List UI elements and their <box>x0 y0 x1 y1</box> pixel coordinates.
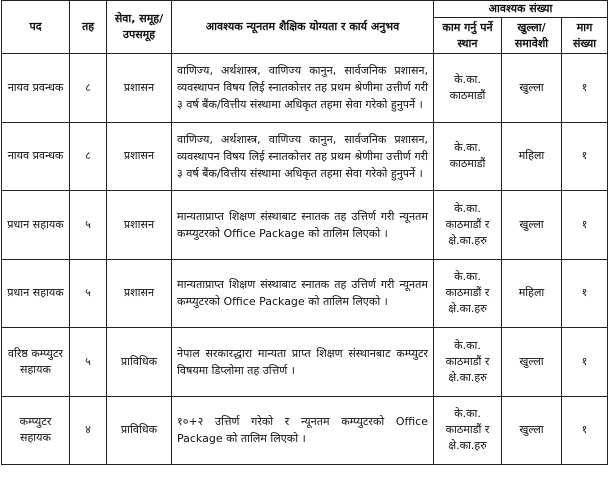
table-row <box>2 191 608 260</box>
header-demand-count: माग संख्या <box>562 18 608 54</box>
service-cell: प्रशासन <box>107 54 172 123</box>
type-cell: खुल्ला <box>502 328 562 397</box>
service-cell: प्रशासन <box>107 259 172 328</box>
qualification-cell: मान्यताप्राप्त शिक्षण संस्थाबाट स्नातक तह उत्तिर्ण गरी न्यूनतम कम्प्युटरको Office Package को तालिम लिएको । <box>172 259 434 328</box>
level-cell: ५ <box>70 328 107 397</box>
workplace-cell: के.का. काठमाडौं र क्षे.का.हरु <box>434 396 502 465</box>
post-cell: कम्प्युटर सहायक <box>2 396 70 465</box>
header-required-number: आवश्यक संख्या <box>434 1 608 18</box>
type-cell: महिला <box>502 259 562 328</box>
header-workplace: काम गर्नु पर्ने स्थान <box>434 18 502 54</box>
count-cell: १ <box>562 328 608 397</box>
vacancy-table <box>1 0 608 465</box>
workplace-cell: के.का. काठमाडौं <box>434 122 502 191</box>
level-cell: ८ <box>70 122 107 191</box>
service-cell: प्राविधिक <box>107 396 172 465</box>
level-cell: ८ <box>70 54 107 123</box>
type-cell: खुल्ला <box>502 191 562 260</box>
qualification-cell: १०+२ उत्तिर्ण गरेको र न्यूनतम कम्प्युटरको Office Package को तालिम लिएको । <box>172 396 434 465</box>
count-cell: १ <box>562 396 608 465</box>
type-cell: महिला <box>502 122 562 191</box>
service-cell: प्राविधिक <box>107 328 172 397</box>
table-row <box>2 54 608 123</box>
type-cell: खुल्ला <box>502 54 562 123</box>
post-cell: नायव प्रवन्धक <box>2 54 70 123</box>
workplace-cell: के.का. काठमाडौं र क्षे.का.हरु <box>434 191 502 260</box>
count-cell: १ <box>562 259 608 328</box>
workplace-cell: के.का. काठमाडौं <box>434 54 502 123</box>
count-cell: १ <box>562 54 608 123</box>
service-cell: प्रशासन <box>107 191 172 260</box>
qualification-cell: वाणिज्य, अर्थशास्त्र, वाणिज्य कानुन, सार्वजनिक प्रशासन, व्यवस्थापन विषय लिई स्नातकोत्तर तह प्रथम श्रेणीमा उत्तीर्ण गरी ३ वर्ष बैंक/वित्तीय संस्थामा अधिकृत तहमा सेवा गरेको हुनुपर्ने । <box>172 54 434 123</box>
table-row <box>2 328 608 397</box>
post-cell: नायव प्रवन्धक <box>2 122 70 191</box>
header-level: तह <box>70 1 107 54</box>
header-post: पद <box>2 1 70 54</box>
type-cell: खुल्ला <box>502 396 562 465</box>
level-cell: ५ <box>70 191 107 260</box>
qualification-cell: मान्यताप्राप्त शिक्षण संस्थाबाट स्नातक तह उत्तिर्ण गरी न्यूनतम कम्प्युटरको Office Package को तालिम लिएको । <box>172 191 434 260</box>
header-open-inclusive: खुल्ला/ समावेशी <box>502 18 562 54</box>
table-row <box>2 259 608 328</box>
table-row <box>2 396 608 465</box>
table-row <box>2 122 608 191</box>
header-qualification: आवश्यक न्यूनतम शैक्षिक योग्यता र कार्य अनुभव <box>172 1 434 54</box>
count-cell: १ <box>562 122 608 191</box>
count-cell: १ <box>562 191 608 260</box>
post-cell: प्रधान सहायक <box>2 191 70 260</box>
qualification-cell: नेपाल सरकारद्धारा मान्यता प्राप्त शिक्षण संस्थानबाट कम्प्युटर विषयमा डिप्लोमा तह उत्तिर्ण । <box>172 328 434 397</box>
qualification-cell: वाणिज्य, अर्थशास्त्र, वाणिज्य कानुन, सार्वजनिक प्रशासन, व्यवस्थापन विषय लिई स्नातकोत्तर तह प्रथम श्रेणीमा उत्तीर्ण गरी ३ वर्ष बैंक/वित्तीय संस्थामा अधिकृत तहमा सेवा गरेको हुनुपर्ने । <box>172 122 434 191</box>
level-cell: ५ <box>70 259 107 328</box>
level-cell: ४ <box>70 396 107 465</box>
service-cell: प्रशासन <box>107 122 172 191</box>
post-cell: वरिष्ठ कम्प्युटर सहायक <box>2 328 70 397</box>
header-service-group: सेवा, समूह/ उपसमूह <box>107 1 172 54</box>
workplace-cell: के.का. काठमाडौं र क्षे.का.हरु <box>434 259 502 328</box>
workplace-cell: के.का. काठमाडौं र क्षे.का.हरु <box>434 328 502 397</box>
post-cell: प्रधान सहायक <box>2 259 70 328</box>
